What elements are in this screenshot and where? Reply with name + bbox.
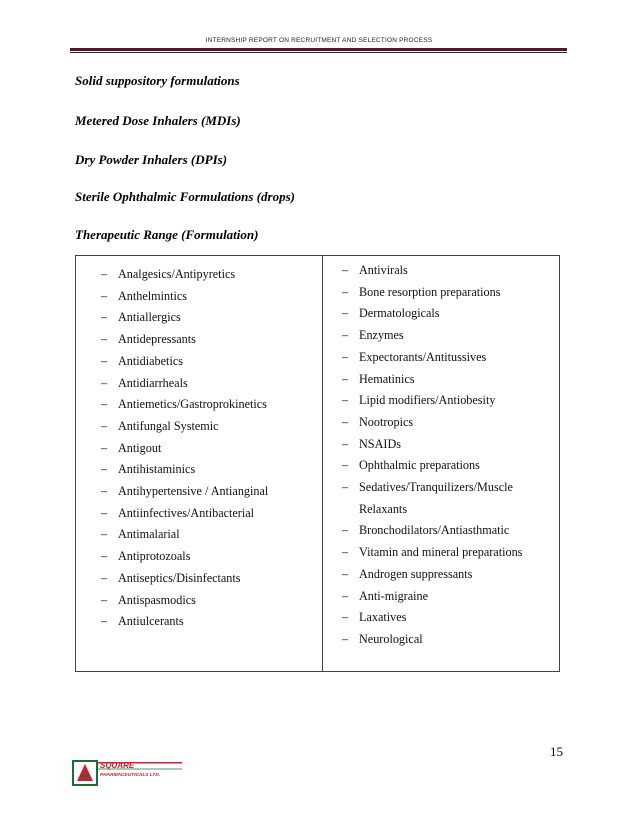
dash-bullet: – [342,371,349,386]
heading-mdi: Metered Dose Inhalers (MDIs) [75,113,241,128]
dash-bullet: – [101,570,108,585]
therapeutic-class-item-label: Dermatologicals [359,306,440,321]
dash-bullet: – [101,440,108,455]
dash-bullet: – [101,614,108,629]
therapeutic-class-item-label: Antifungal Systemic [118,418,219,433]
therapeutic-class-item [101,438,316,460]
dash-bullet: – [342,566,349,581]
therapeutic-class-item [342,477,552,520]
therapeutic-class-item-label: Expectorants/Antitussives [359,349,487,364]
dash-bullet: – [101,332,108,347]
dash-bullet: – [101,592,108,607]
therapeutic-class-item-label: Antidepressants [118,332,196,347]
dash-bullet: – [101,288,108,303]
therapeutic-class-item-label: Antiemetics/Gastroprokinetics [118,397,267,412]
therapeutic-class-item-label: Antigout [118,440,162,455]
right-column-list [342,260,552,651]
therapeutic-class-item [101,459,316,481]
therapeutic-class-item-label: Antihistaminics [118,462,196,477]
therapeutic-class-item [342,369,552,391]
therapeutic-class-item [342,434,552,456]
square-pharmaceuticals-logo [72,760,182,786]
dash-bullet: – [342,328,349,343]
therapeutic-class-item [342,325,552,347]
therapeutic-class-item-label: Laxatives [359,610,407,625]
dash-bullet: – [101,505,108,520]
dash-bullet: – [101,353,108,368]
dash-bullet: – [342,414,349,429]
therapeutic-class-item [101,611,316,633]
therapeutic-class-item [342,260,552,282]
therapeutic-class-item-label: Anthelmintics [118,288,188,303]
therapeutic-class-item-label: Lipid modifiers/Antiobesity [359,393,496,408]
dash-bullet: – [342,393,349,408]
header-rule-thin [70,52,567,53]
heading-ophthalmic: Sterile Ophthalmic Formulations (drops) [75,189,295,204]
dash-bullet: – [101,484,108,499]
therapeutic-class-item-label: NSAIDs [359,436,401,451]
therapeutic-class-item [101,568,316,590]
therapeutic-class-item [101,351,316,373]
dash-bullet: – [342,349,349,364]
therapeutic-class-item [342,303,552,325]
therapeutic-class-item [342,282,552,304]
therapeutic-class-item-label: Antidiarrheals [118,375,188,390]
therapeutic-class-item [342,390,552,412]
therapeutic-class-item [101,329,316,351]
therapeutic-class-item-label: Antiallergics [118,310,181,325]
therapeutic-class-item-label: Hematinics [359,371,415,386]
logo-subtext: PHARMACEUTICALS LTD. [100,773,161,778]
therapeutic-class-item [342,347,552,369]
dash-bullet: – [342,480,349,495]
therapeutic-class-item [342,564,552,586]
therapeutic-class-item [101,416,316,438]
therapeutic-range-table [75,255,560,672]
therapeutic-class-item-label: Analgesics/Antipyretics [118,267,236,281]
therapeutic-class-item [101,264,316,286]
dash-bullet: – [101,397,108,412]
therapeutic-class-item-label: Antihypertensive / Antianginal [118,484,269,499]
therapeutic-class-item [342,629,552,651]
therapeutic-class-item-label: Antiinfectives/Antibacterial [118,505,255,520]
therapeutic-class-item-label: Anti-migraine [359,588,429,603]
page-header-title: INTERNSHIP REPORT ON RECRUITMENT AND SELECTION PROCESS [205,37,433,44]
therapeutic-class-item [342,520,552,542]
dash-bullet: – [342,284,349,299]
therapeutic-class-item-label: Antiprotozoals [118,549,191,564]
therapeutic-class-item [342,542,552,564]
dash-bullet: – [342,545,349,560]
dash-bullet: – [101,549,108,564]
page-number: 15 [550,744,563,759]
therapeutic-class-item-label: Antivirals [359,263,408,277]
therapeutic-class-item-label: Nootropics [359,414,414,429]
therapeutic-class-item-label: Antimalarial [118,527,180,542]
heading-suppository: Solid suppository formulations [75,73,240,88]
therapeutic-class-item [101,286,316,308]
therapeutic-class-item-label: Antiulcerants [118,614,184,629]
dash-bullet: – [342,523,349,538]
therapeutic-class-item-label: Antispasmodics [118,592,196,607]
therapeutic-class-item [101,546,316,568]
logo-text: SQUARE [100,761,135,770]
therapeutic-class-item [101,394,316,416]
therapeutic-class-item-label: Androgen suppressants [359,566,473,581]
therapeutic-class-item-label: Sedatives/Tranquilizers/Muscle Relaxants [359,480,513,516]
dash-bullet: – [342,458,349,473]
therapeutic-class-item-label: Bone resorption preparations [359,284,501,299]
heading-therapeutic-range: Therapeutic Range (Formulation) [75,227,259,242]
therapeutic-class-item [342,412,552,434]
dash-bullet: – [342,436,349,451]
therapeutic-class-item-label: Bronchodilators/Antiasthmatic [359,523,510,538]
therapeutic-class-item [101,524,316,546]
heading-dpi: Dry Powder Inhalers (DPIs) [75,152,228,167]
dash-bullet: – [342,588,349,603]
therapeutic-class-item-label: Antidiabetics [118,353,183,368]
left-column-list [101,264,316,633]
therapeutic-class-item [101,373,316,395]
therapeutic-class-item [101,307,316,329]
dash-bullet: – [342,610,349,625]
dash-bullet: – [101,375,108,390]
therapeutic-class-item [342,607,552,629]
therapeutic-class-item-label: Vitamin and mineral preparations [359,545,523,560]
therapeutic-class-item [101,590,316,612]
dash-bullet: – [101,310,108,325]
dash-bullet: – [342,306,349,321]
dash-bullet: – [101,527,108,542]
dash-bullet: – [101,462,108,477]
dash-bullet: – [101,418,108,433]
therapeutic-class-item [342,586,552,608]
therapeutic-class-item [342,455,552,477]
column-divider [322,256,323,671]
dash-bullet: – [342,631,349,646]
therapeutic-class-item [101,481,316,503]
therapeutic-class-item-label: Ophthalmic preparations [359,458,480,473]
therapeutic-class-item [101,503,316,525]
dash-bullet: – [342,263,349,277]
header-rule [70,48,567,51]
therapeutic-class-item-label: Enzymes [359,328,404,343]
therapeutic-class-item-label: Antiseptics/Disinfectants [118,570,241,585]
therapeutic-class-item-label: Neurological [359,631,423,646]
dash-bullet: – [101,267,108,281]
